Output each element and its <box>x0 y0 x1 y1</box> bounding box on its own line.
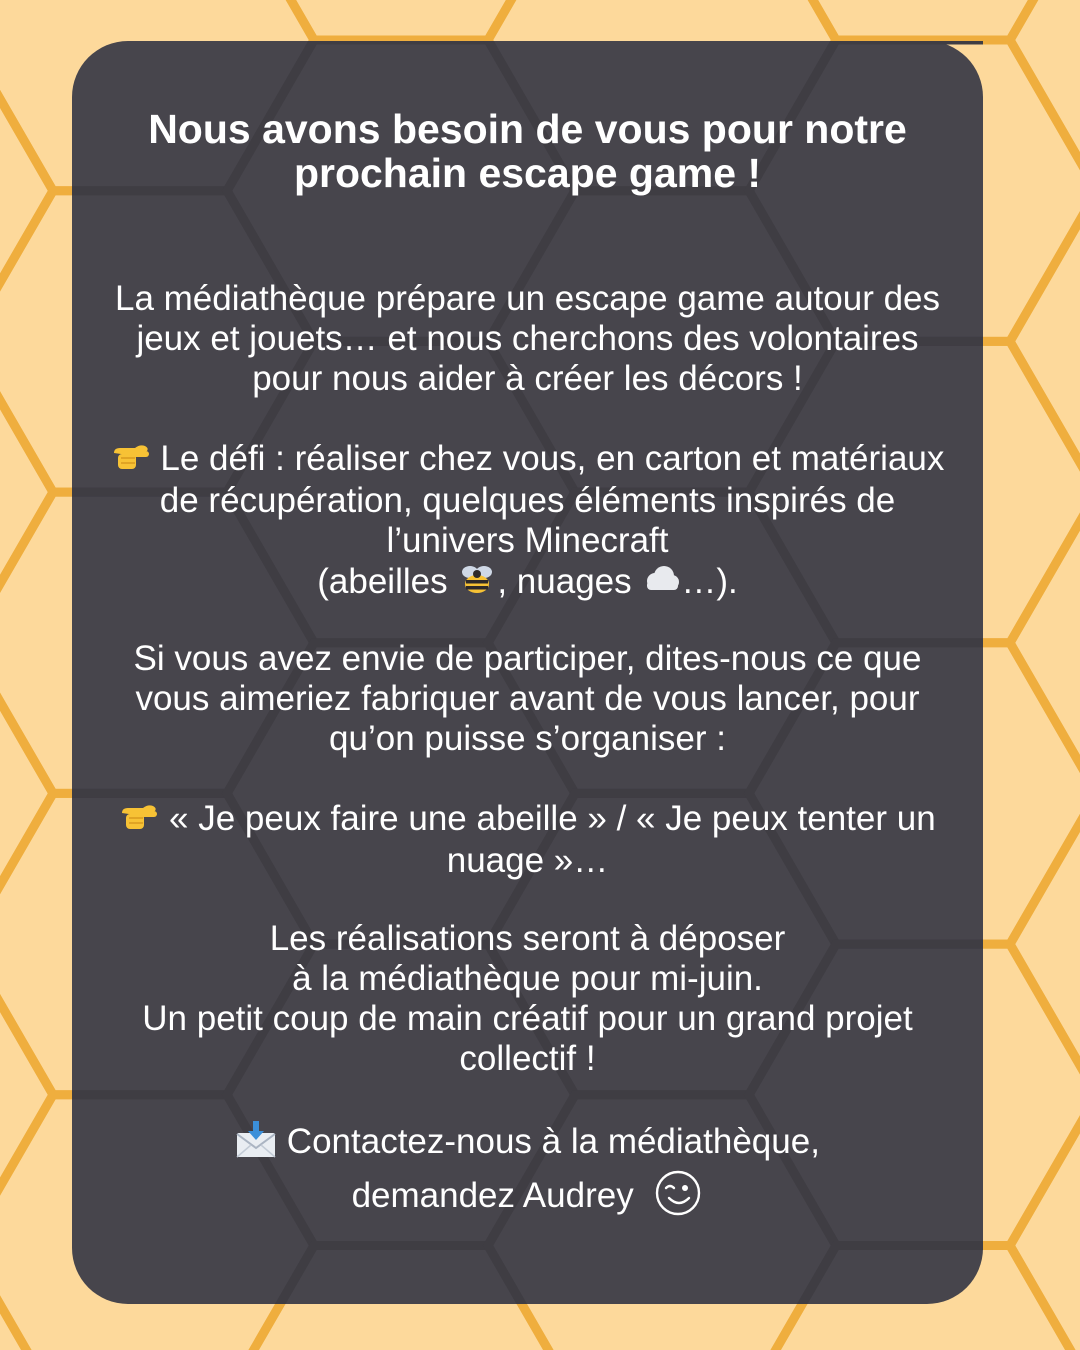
participate-line: qu’on puisse s’organiser : <box>329 719 726 758</box>
challenge-line: l’univers Minecraft <box>386 520 669 560</box>
cloud-icon <box>641 563 681 603</box>
honeycomb-cell <box>0 643 53 944</box>
contact-line: Contactez-nous à la médiathèque, <box>286 1121 820 1161</box>
deposit-line: collectif ! <box>459 1039 596 1078</box>
deposit-line: à la médiathèque pour mi-juin. <box>292 959 763 998</box>
challenge-line: de récupération, quelques éléments inspirés de <box>159 480 896 520</box>
deposit-paragraph <box>72 919 983 1079</box>
honeycomb-cell <box>227 0 575 40</box>
deposit-line: Les réalisations seront à déposer <box>269 919 786 958</box>
pointing-hand-icon <box>119 801 159 841</box>
title-line: prochain escape game ! <box>293 150 762 196</box>
honeycomb-cell <box>227 1246 575 1305</box>
example-paragraph <box>72 799 983 881</box>
intro-paragraph <box>72 279 983 399</box>
intro-line: pour nous aider à créer les décors ! <box>252 359 803 398</box>
page-title <box>72 107 983 195</box>
deposit-line: Un petit coup de main créatif pour un grand projet <box>142 999 913 1038</box>
challenge-line: …). <box>681 561 738 601</box>
honeycomb-cell <box>1010 793 1080 1094</box>
challenge-line: Le défi : réaliser chez vous, en carton et matériaux <box>160 439 945 478</box>
honeycomb-cell <box>1010 191 1080 492</box>
honeycomb-cell <box>749 1246 983 1305</box>
announcement-card <box>72 41 983 1304</box>
challenge-line: (abeilles <box>317 561 448 601</box>
intro-line: La médiathèque prépare un escape game autour des <box>114 279 941 318</box>
winking-face-icon <box>653 1168 703 1227</box>
honeycomb-cell <box>0 341 53 642</box>
honeycomb-cell <box>0 1246 53 1350</box>
title-line: Nous avons besoin de vous pour notre <box>148 106 907 152</box>
intro-line: jeux et jouets… et nous cherchons des volontaires <box>136 319 919 358</box>
participate-paragraph <box>72 639 983 759</box>
honeycomb-cell <box>1010 1095 1080 1350</box>
example-line: nuage »… <box>446 840 609 880</box>
honeycomb-cell <box>0 40 53 341</box>
honeycomb-cell <box>1010 492 1080 793</box>
pointing-hand-icon <box>111 441 151 481</box>
honeycomb-cell <box>1010 0 1080 191</box>
bee-icon <box>457 561 497 606</box>
participate-line: Si vous avez envie de participer, dites-nous ce que <box>133 639 922 678</box>
honeycomb-cell <box>0 944 53 1245</box>
challenge-paragraph <box>72 439 983 606</box>
participate-line: vous aimeriez fabriquer avant de vous lancer, pour <box>135 679 920 718</box>
contact-paragraph <box>72 1119 983 1227</box>
contact-line: demandez Audrey <box>351 1175 634 1215</box>
envelope-with-arrow-icon <box>235 1119 277 1168</box>
example-line: « Je peux faire une abeille » / « Je peux tenter un <box>169 799 936 838</box>
challenge-line: , nuages <box>497 561 632 601</box>
honeycomb-cell <box>0 0 53 40</box>
